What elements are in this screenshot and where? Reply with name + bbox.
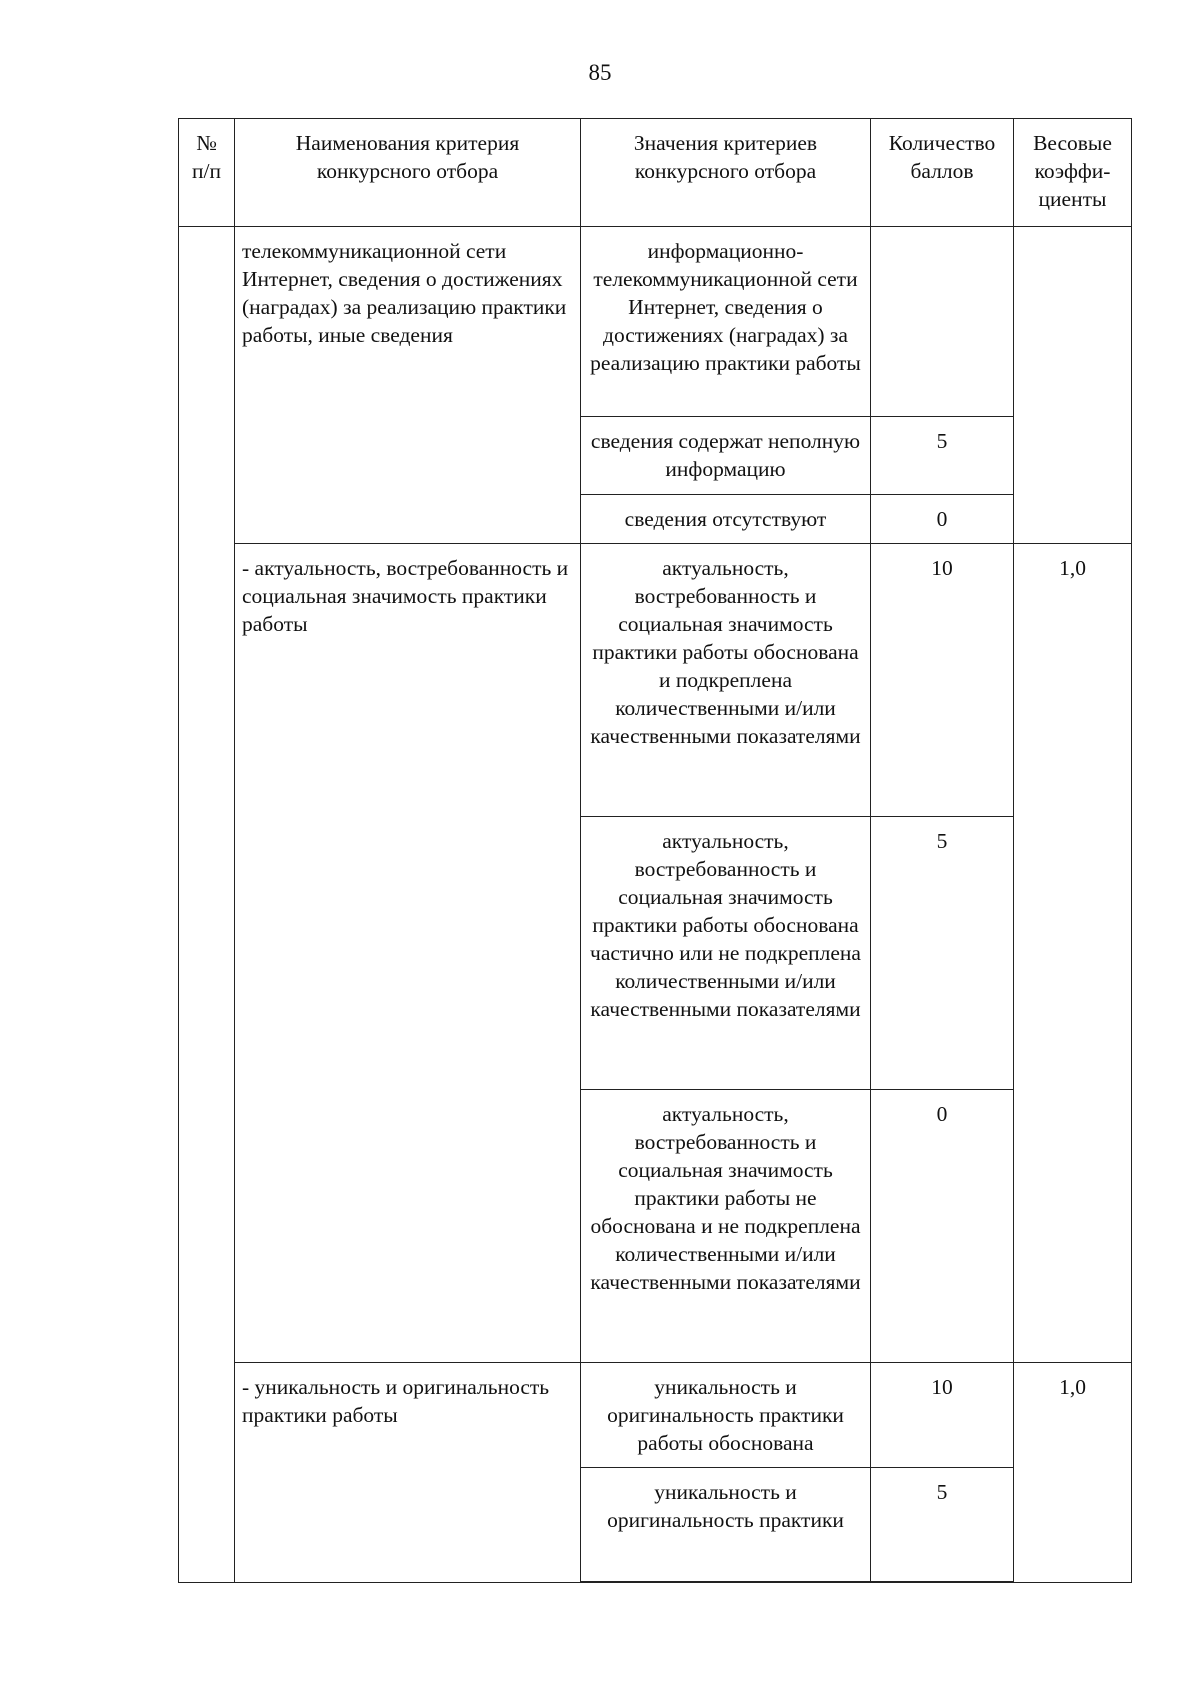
table-row [179, 1363, 1132, 1468]
header-criterion-name: Наименования критерия конкурсного отбора [235, 119, 581, 227]
points-cell [871, 1582, 1014, 1583]
points-cell: 10 [871, 1363, 1014, 1468]
criterion-value: уникальность и оригинальность практики работы обоснована [581, 1363, 871, 1468]
criterion-value: сведения отсутствуют [581, 495, 871, 544]
criterion-value: уникальность и оригинальность практики [581, 1468, 871, 1582]
criterion-value: актуальность, востребованность и социальная значимость практики работы не обоснована и не подкреплена количественными и/или качественными показателями [581, 1090, 871, 1363]
number-cell [179, 227, 235, 1583]
criterion-value [581, 1582, 871, 1583]
points-cell [871, 227, 1014, 417]
header-number: № п/п [179, 119, 235, 227]
criterion-name: телекоммуникационной сети Интернет, сведения о достижениях (наградах) за реализацию практики работы, иные сведения [235, 227, 581, 544]
page-number: 85 [588, 60, 612, 85]
criterion-value: информационно-телекоммуникационной сети Интернет, сведения о достижениях (наградах) за реализацию практики работы [581, 227, 871, 417]
criterion-name: - уникальность и оригинальность практики работы [235, 1363, 581, 1583]
criterion-name: - актуальность, востребованность и социальная значимость практики работы [235, 544, 581, 1363]
points-cell: 0 [871, 1090, 1014, 1363]
table-row [179, 544, 1132, 817]
criterion-value: актуальность, востребованность и социальная значимость практики работы обоснована и подкреплена количественными и/или качественными показателями [581, 544, 871, 817]
criteria-table [178, 118, 1132, 1583]
header-weight: Весовые коэффи-циенты [1014, 119, 1132, 227]
weight-cell [1014, 227, 1132, 544]
criterion-value: актуальность, востребованность и социальная значимость практики работы обоснована частично или не подкреплена количественными и/или качественными показателями [581, 817, 871, 1090]
points-cell: 5 [871, 417, 1014, 495]
points-cell: 0 [871, 495, 1014, 544]
header-points: Количество баллов [871, 119, 1014, 227]
weight-cell: 1,0 [1014, 1363, 1132, 1583]
points-cell: 10 [871, 544, 1014, 817]
header-criterion-values: Значения критериев конкурсного отбора [581, 119, 871, 227]
weight-cell: 1,0 [1014, 544, 1132, 1363]
table-row [179, 227, 1132, 417]
points-cell: 5 [871, 817, 1014, 1090]
criterion-value: сведения содержат неполную информацию [581, 417, 871, 495]
points-cell: 5 [871, 1468, 1014, 1582]
table-header-row [179, 119, 1132, 227]
